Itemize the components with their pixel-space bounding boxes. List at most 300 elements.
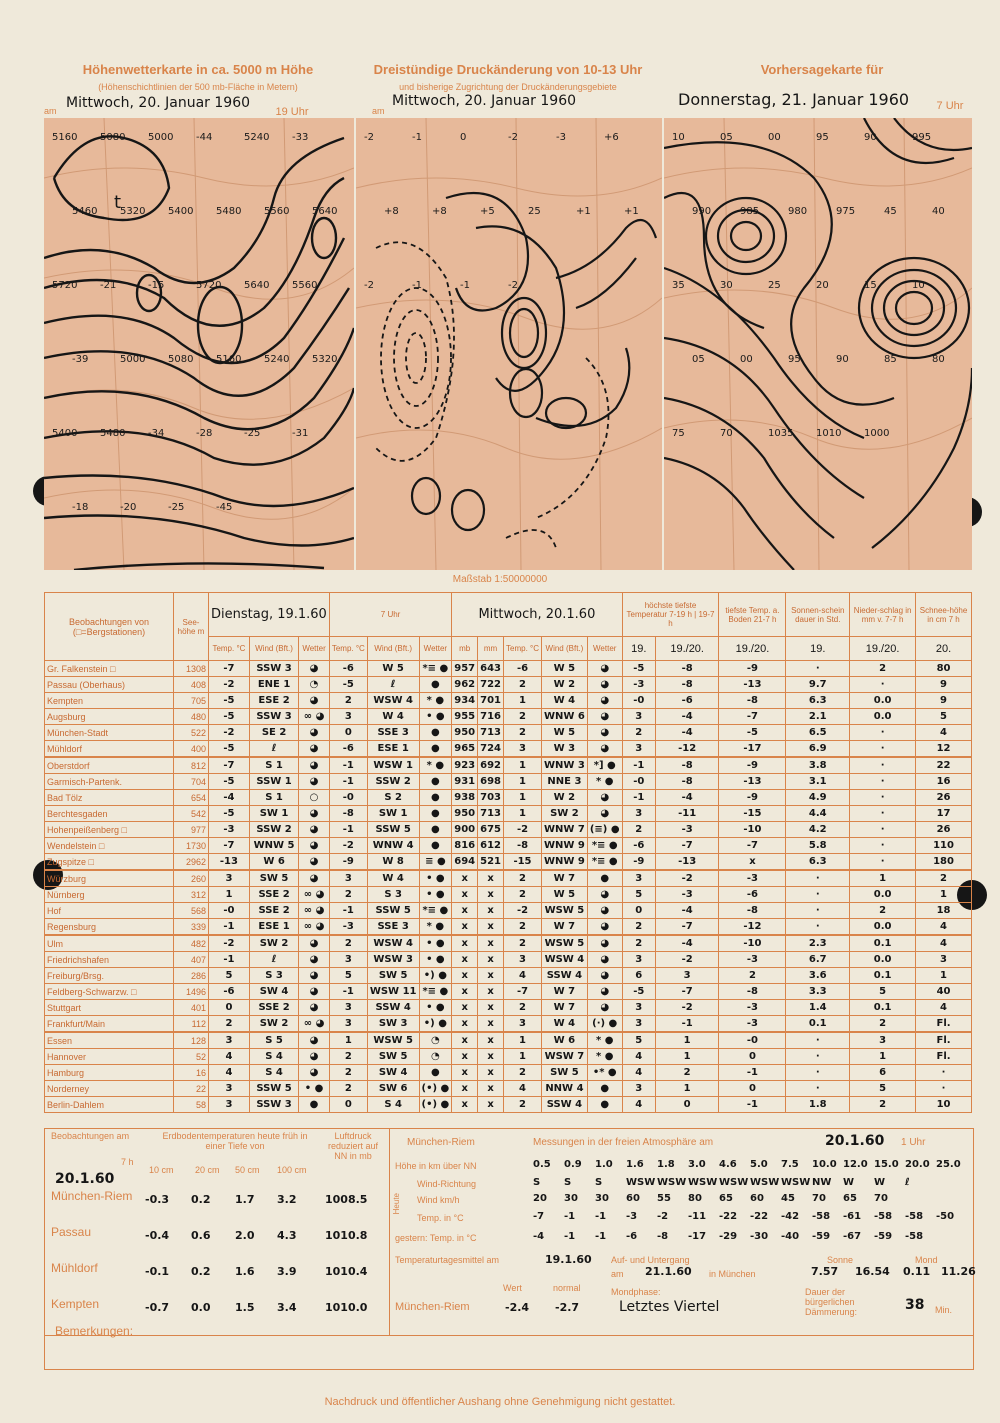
table-cell: · (786, 1032, 850, 1049)
atmos-gestern: -67 (843, 1231, 862, 1242)
table-row (45, 1065, 972, 1081)
table-cell: -7 (719, 709, 786, 725)
atmos-windkm: 55 (657, 1193, 671, 1204)
atmos-gestern: -59 (812, 1231, 831, 1242)
station-name: Frankfurt/Main (45, 1016, 174, 1033)
table-cell: 9 (916, 677, 972, 693)
table-cell: 9 (916, 693, 972, 709)
table-cell: 5 (850, 984, 916, 1000)
station-height: 654 (174, 790, 209, 806)
soil-temperature: 2.0 (235, 1229, 255, 1242)
table-cell: · (786, 1081, 850, 1097)
table-cell: •) ● (419, 968, 452, 984)
table-cell: x (452, 903, 478, 919)
table-cell: 1 (504, 806, 542, 822)
table-cell: -3 (719, 952, 786, 968)
table-cell: 3 (329, 709, 367, 725)
table-cell: SSW 5 (367, 822, 419, 838)
table-cell: -8 (504, 838, 542, 854)
table-cell: -5 (622, 661, 655, 677)
table-cell: 3 (622, 1081, 655, 1097)
table-cell: -3 (655, 822, 718, 838)
table-cell: -8 (655, 661, 718, 677)
isallobar-label: -3 (556, 132, 566, 143)
table-cell: W 6 (541, 1032, 587, 1049)
table-cell: 2 (622, 822, 655, 838)
table-cell: · (786, 1065, 850, 1081)
atmos-windr: ℓ (905, 1177, 910, 1188)
soil-temperature: 3.9 (277, 1265, 297, 1278)
station-height: 16 (174, 1065, 209, 1081)
soil-temperature: 1.6 (235, 1265, 255, 1278)
atmos-temp: -42 (781, 1211, 800, 1222)
depth-50: 50 cm (235, 1165, 260, 1175)
table-cell: S 4 (249, 1049, 298, 1065)
isallobar-label: +5 (480, 206, 495, 217)
table-cell: -12 (655, 741, 718, 758)
atmos-windkm: 70 (812, 1193, 826, 1204)
col-sonne: Sonnen-schein dauer in Std. (786, 593, 850, 637)
station-name: Passau (Oberhaus) (45, 677, 174, 693)
table-cell: 1 (504, 1032, 542, 1049)
table-cell: -2 (209, 935, 250, 952)
isallobar-label: 0 (460, 132, 467, 143)
table-cell: · (850, 741, 916, 758)
station-height: 52 (174, 1049, 209, 1065)
table-cell: -1 (329, 903, 367, 919)
table-cell: • ● (299, 1081, 330, 1097)
contour-label: -20 (120, 502, 137, 513)
contour-label: -34 (148, 428, 165, 439)
col-temp: Temp. °C (329, 637, 367, 661)
atmos-heights: 5.0 (750, 1159, 768, 1170)
sea-level-pressure: 1008.5 (325, 1193, 368, 1206)
table-cell: WNW 6 (541, 709, 587, 725)
table-cell: 3 (655, 968, 718, 984)
depth-10: 10 cm (149, 1165, 174, 1175)
col-date: 19./20. (850, 637, 916, 661)
beob-am-label: Beobachtungen am (51, 1131, 130, 1141)
isobar-label: 95 (788, 354, 801, 365)
table-cell: ◕ (587, 1000, 622, 1016)
table-cell: -13 (209, 854, 250, 871)
table-cell: W 4 (541, 1016, 587, 1033)
atmos-temp: -22 (750, 1211, 769, 1222)
table-cell: W 5 (541, 887, 587, 903)
table-cell: 3 (329, 870, 367, 887)
table-cell: 950 (452, 806, 478, 822)
table-cell: 1 (850, 1049, 916, 1065)
isobar-label: 85 (884, 354, 897, 365)
col-hoechst: höchste tiefste Temperatur 7-19 h | 19-7 h (622, 593, 719, 637)
isobar-label: 30 (720, 280, 733, 291)
table-cell: 2.3 (786, 935, 850, 952)
atmos-gestern: -40 (781, 1231, 800, 1242)
table-cell: (•) ● (419, 1081, 452, 1097)
table-cell: ∞ ◕ (299, 887, 330, 903)
table-cell: x (452, 952, 478, 968)
table-cell: 0 (622, 903, 655, 919)
table-cell: -8 (719, 984, 786, 1000)
table-cell: SW 5 (367, 1049, 419, 1065)
table-cell: 5 (916, 709, 972, 725)
table-cell: ● (419, 790, 452, 806)
luftdruck-label: Luftdruck reduziert auf NN in mb (327, 1131, 379, 1161)
table-cell: WNW 7 (541, 822, 587, 838)
table-cell: 3 (329, 952, 367, 968)
table-cell: -6 (504, 661, 542, 677)
isallobar-label: 25 (528, 206, 541, 217)
atmos-windkm: 30 (564, 1193, 578, 1204)
table-row (45, 725, 972, 741)
isobar-label: 10 (672, 132, 685, 143)
contour-label: -15 (148, 280, 165, 291)
normal-label: normal (553, 1283, 581, 1293)
table-cell: 0 (719, 1081, 786, 1097)
sea-level-pressure: 1010.4 (325, 1265, 368, 1278)
isobar-label: 70 (720, 428, 733, 439)
station-name: Berlin-Dahlem (45, 1097, 174, 1113)
table-cell: 3 (209, 1081, 250, 1097)
table-row (45, 709, 972, 725)
station-height: 568 (174, 903, 209, 919)
col-date: 19./20. (719, 637, 786, 661)
upper-air-map-svg (44, 118, 354, 570)
table-cell: ◕ (587, 741, 622, 758)
table-cell: 1 (916, 968, 972, 984)
table-cell: ● (419, 838, 452, 854)
atmos-temp: -7 (533, 1211, 545, 1222)
table-cell: W 7 (541, 919, 587, 936)
table-cell: -5 (209, 741, 250, 758)
table-cell: 16 (916, 774, 972, 790)
atmos-heights: 12.0 (843, 1159, 868, 1170)
soil-temp-title: Erdbodentemperaturen heute früh in einer Tiefe von (162, 1131, 308, 1151)
table-cell: SSE 3 (367, 725, 419, 741)
table-cell: ◕ (299, 935, 330, 952)
table-cell: SSW 2 (367, 774, 419, 790)
table-cell: 955 (452, 709, 478, 725)
station-height: 408 (174, 677, 209, 693)
mond-unter: 11.26 (941, 1265, 976, 1278)
table-cell: WSW 4 (367, 693, 419, 709)
table-cell: · (786, 661, 850, 677)
table-cell: SSW 4 (541, 1097, 587, 1113)
isobar-label: 90 (836, 354, 849, 365)
table-row (45, 774, 972, 790)
contour-label: -21 (100, 280, 117, 291)
table-cell: 5 (850, 1081, 916, 1097)
table-cell: x (452, 1032, 478, 1049)
sea-level-pressure: 1010.8 (325, 1229, 368, 1242)
table-cell: · (916, 1081, 972, 1097)
table-cell: 4.2 (786, 822, 850, 838)
table-cell: SW 5 (367, 968, 419, 984)
table-cell: x (452, 984, 478, 1000)
atmos-heights: 1.6 (626, 1159, 644, 1170)
table-cell: ◕ (587, 709, 622, 725)
table-cell: x (452, 935, 478, 952)
table-cell: -5 (622, 984, 655, 1000)
table-cell: ESE 2 (249, 693, 298, 709)
table-cell: 0.1 (786, 1016, 850, 1033)
isallobar-label: -2 (508, 280, 518, 291)
table-cell: WSW 4 (541, 952, 587, 968)
table-cell: 957 (452, 661, 478, 677)
atmos-windr: NW (812, 1177, 832, 1188)
isallobar-label: -1 (412, 132, 422, 143)
col-date: 19./20. (655, 637, 718, 661)
station-name: Bad Tölz (45, 790, 174, 806)
atmos-gestern: -58 (905, 1231, 924, 1242)
auf-date: 21.1.60 (645, 1265, 692, 1278)
table-row (45, 806, 972, 822)
table-cell: 692 (478, 757, 504, 774)
isobar-label: 1035 (768, 428, 794, 439)
table-cell: -1 (329, 984, 367, 1000)
table-cell: -4 (209, 790, 250, 806)
table-cell: 2 (209, 1016, 250, 1033)
table-cell: 4 (209, 1049, 250, 1065)
map1-time: 19 Uhr (275, 106, 309, 118)
table-row (45, 757, 972, 774)
table-cell: SSW 3 (249, 1097, 298, 1113)
atmos-heights: 15.0 (874, 1159, 899, 1170)
table-cell: 2 (916, 870, 972, 887)
table-cell: x (719, 854, 786, 871)
table-cell: 2 (504, 870, 542, 887)
table-cell: SW 1 (249, 806, 298, 822)
table-cell: W 5 (367, 661, 419, 677)
table-row (45, 677, 972, 693)
atmos-windr: WSW (781, 1177, 811, 1188)
col-day1: Dienstag, 19.1.60 (209, 593, 330, 637)
isobar-label: 00 (768, 132, 781, 143)
station-name: Feldberg-Schwarzw. □ (45, 984, 174, 1000)
soil-temperature: 0.2 (191, 1193, 211, 1206)
table-cell: -6 (329, 661, 367, 677)
table-cell: 612 (478, 838, 504, 854)
station-height: 260 (174, 870, 209, 887)
wert-label: Wert (503, 1283, 522, 1293)
table-cell: ◕ (299, 822, 330, 838)
atmos-heights: 10.0 (812, 1159, 837, 1170)
soil-temperature: 3.2 (277, 1193, 297, 1206)
table-cell: 2 (329, 693, 367, 709)
soil-temperature: 1.5 (235, 1301, 255, 1314)
soil-station: München-Riem (51, 1189, 133, 1203)
table-row (45, 935, 972, 952)
soil-temperature: 3.4 (277, 1301, 297, 1314)
table-cell: 6.3 (786, 854, 850, 871)
table-cell: -15 (504, 854, 542, 871)
atmos-temp: -58 (812, 1211, 831, 1222)
contour-label: 5240 (264, 354, 290, 365)
table-cell: -15 (719, 806, 786, 822)
table-cell: -6 (622, 838, 655, 854)
table-cell: 1 (504, 1049, 542, 1065)
table-cell: ◕ (587, 919, 622, 936)
station-name: Regensburg (45, 919, 174, 936)
contour-label: -28 (196, 428, 213, 439)
atmos-windr: W (874, 1177, 886, 1188)
table-cell: ∞ ◕ (299, 903, 330, 919)
table-cell: *≡ ● (587, 838, 622, 854)
table-cell: 3 (850, 1032, 916, 1049)
contour-label: -45 (216, 502, 233, 513)
atmos-temp: -61 (843, 1211, 862, 1222)
mondphase-label: Mondphase: (611, 1287, 661, 1297)
atmos-heights: 3.0 (688, 1159, 706, 1170)
isobar-label: 975 (836, 206, 856, 217)
table-cell: -8 (329, 806, 367, 822)
table-cell: W 4 (541, 693, 587, 709)
atmos-temp: -50 (936, 1211, 955, 1222)
table-cell: · (850, 806, 916, 822)
table-cell: -2 (329, 838, 367, 854)
table-cell: 0 (329, 1097, 367, 1113)
isobar-label: 1010 (816, 428, 842, 439)
table-cell: 2 (504, 887, 542, 903)
station-name: Norderney (45, 1081, 174, 1097)
gestern-label: gestern: Temp. in °C (395, 1233, 477, 1243)
tmittel-label: Temperaturtagesmittel am (395, 1255, 500, 1265)
atmos-temp: -58 (874, 1211, 893, 1222)
soil-temperature: -0.3 (145, 1193, 170, 1206)
tm-wert: -2.4 (505, 1301, 530, 1314)
table-cell: x (452, 1000, 478, 1016)
atmos-gestern: -17 (688, 1231, 707, 1242)
atmos-windkm: 30 (595, 1193, 609, 1204)
station-height: 2962 (174, 854, 209, 871)
isobar-label: 15 (864, 280, 877, 291)
contour-label: 5400 (168, 206, 194, 217)
table-cell: W 7 (541, 1000, 587, 1016)
am-label: am (611, 1269, 624, 1279)
atmos-gestern: -30 (750, 1231, 769, 1242)
table-row (45, 741, 972, 758)
table-cell: 22 (916, 757, 972, 774)
table-cell: 0.0 (850, 952, 916, 968)
table-cell: -4 (655, 790, 718, 806)
isobar-label: 05 (720, 132, 733, 143)
table-cell: 3 (504, 952, 542, 968)
tm-normal: -2.7 (555, 1301, 580, 1314)
table-cell: -7 (655, 919, 718, 936)
table-cell: ◕ (299, 1049, 330, 1065)
contour-label: -33 (292, 132, 309, 143)
table-cell: 2 (850, 1097, 916, 1113)
svg-text:t: t (114, 192, 122, 213)
station-name: Augsburg (45, 709, 174, 725)
table-cell: -2 (504, 903, 542, 919)
observation-date: 20.1.60 (55, 1171, 115, 1187)
table-cell: -0 (622, 774, 655, 790)
atmos-heights: 4.6 (719, 1159, 737, 1170)
table-cell: 10 (916, 1097, 972, 1113)
table-cell: 1 (850, 870, 916, 887)
table-cell: W 5 (541, 661, 587, 677)
isallobar-label: -1 (460, 280, 470, 291)
table-cell: -12 (719, 919, 786, 936)
windr-label: Wind-Richtung (417, 1179, 477, 1189)
station-height: 542 (174, 806, 209, 822)
table-cell: ● (419, 806, 452, 822)
table-cell: -3 (209, 822, 250, 838)
station-height: 312 (174, 887, 209, 903)
contour-label: 5160 (216, 354, 242, 365)
table-cell: WNW 5 (249, 838, 298, 854)
bottom-panel (44, 1128, 974, 1370)
table-cell: x (478, 1049, 504, 1065)
table-cell: 4 (916, 935, 972, 952)
isobar-label: 95 (816, 132, 829, 143)
station-height: 128 (174, 1032, 209, 1049)
col-day2: Mittwoch, 20.1.60 (452, 593, 622, 637)
table-cell: * ● (419, 693, 452, 709)
table-cell: ◕ (587, 677, 622, 693)
table-cell: WNW 4 (367, 838, 419, 854)
table-cell: * ● (587, 1032, 622, 1049)
soil-temperature: 4.3 (277, 1229, 297, 1242)
table-cell: -1 (719, 1097, 786, 1113)
table-cell: 2 (850, 903, 916, 919)
isobar-label: 00 (740, 354, 753, 365)
station-name: Friedrichshafen (45, 952, 174, 968)
contour-label: 5480 (216, 206, 242, 217)
station-height: 339 (174, 919, 209, 936)
table-cell: 900 (452, 822, 478, 838)
contour-label: 5640 (312, 206, 338, 217)
table-cell: x (452, 1016, 478, 1033)
table-cell: S 3 (249, 968, 298, 984)
bemerkungen-label: Bemerkungen: (55, 1324, 134, 1338)
table-cell: 6.5 (786, 725, 850, 741)
atmos-temp: -1 (564, 1211, 576, 1222)
upper-air-map (44, 118, 354, 570)
table-cell: SW 2 (541, 806, 587, 822)
table-cell: 694 (452, 854, 478, 871)
table-row (45, 870, 972, 887)
table-cell: W 4 (367, 870, 419, 887)
observations-table (44, 592, 972, 1113)
map1-title: Höhenwetterkarte in ca. 5000 m Höhe (82, 62, 314, 77)
table-cell: 2 (329, 887, 367, 903)
table-cell: -4 (655, 903, 718, 919)
table-cell: 3 (622, 806, 655, 822)
table-cell: SSE 2 (249, 1000, 298, 1016)
soil-temperature: -0.4 (145, 1229, 170, 1242)
table-cell: ℓ (249, 952, 298, 968)
station-height: 407 (174, 952, 209, 968)
table-cell: ∞ ◕ (299, 709, 330, 725)
isobar-label: 35 (672, 280, 685, 291)
tm-station: München-Riem (395, 1301, 470, 1313)
col-wind: Wind (Bft.) (541, 637, 587, 661)
atmos-temp: -2 (657, 1211, 669, 1222)
station-height: 482 (174, 935, 209, 952)
station-name: Hannover (45, 1049, 174, 1065)
station-height: 112 (174, 1016, 209, 1033)
table-cell: -3 (622, 677, 655, 693)
table-cell: ● (419, 741, 452, 758)
table-cell: 3 (622, 709, 655, 725)
table-cell: SSW 5 (249, 1081, 298, 1097)
station-name: München-Stadt (45, 725, 174, 741)
table-cell: SSW 5 (367, 903, 419, 919)
atmos-temp: -22 (719, 1211, 738, 1222)
contour-label: -25 (168, 502, 185, 513)
